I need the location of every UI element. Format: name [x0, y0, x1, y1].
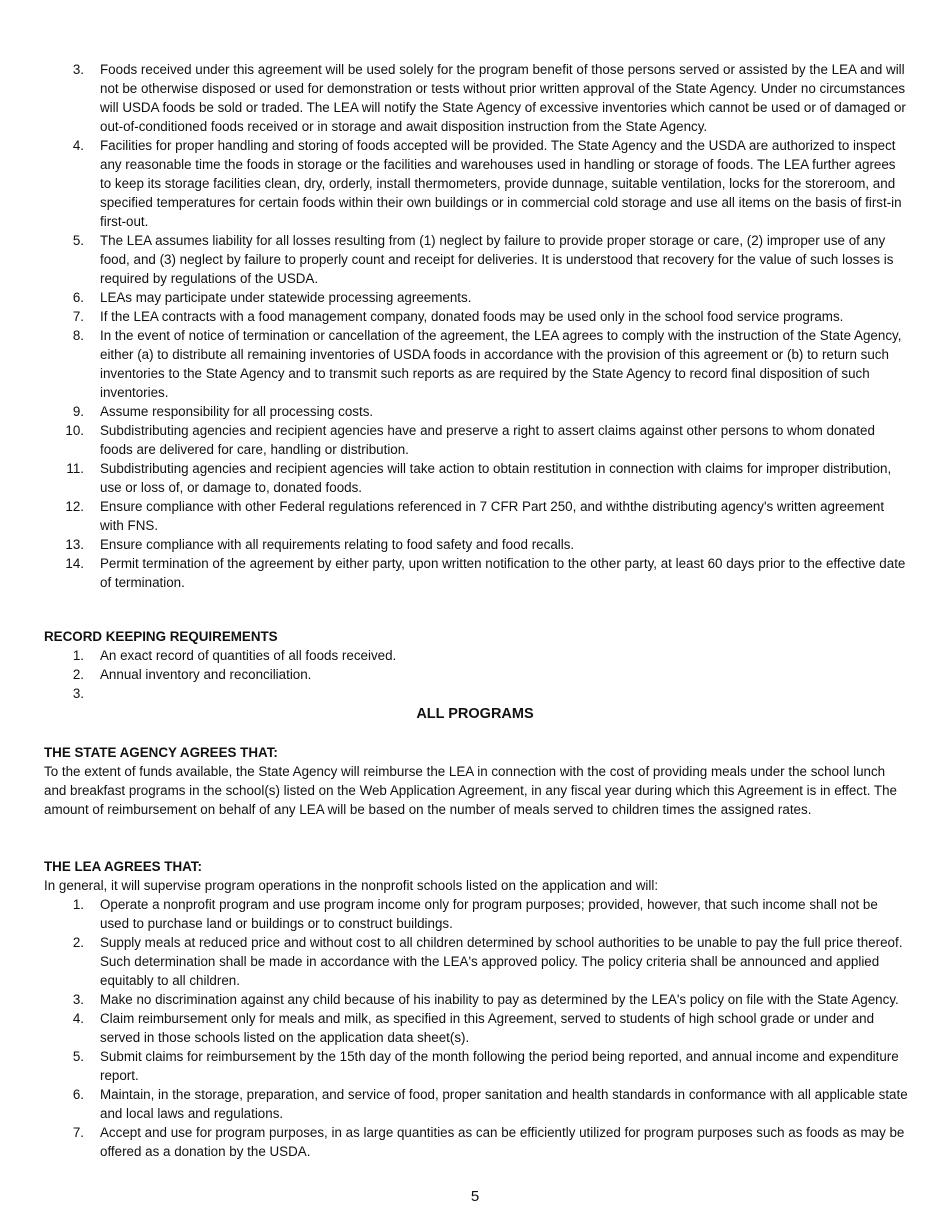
list-item-text: If the LEA contracts with a food management company, donated foods may be used only in the school food service programs. — [100, 309, 844, 324]
list-item: 11. Subdistributing agencies and recipient agencies will take action to obtain restitution in connection with claims for improper distribution, use or loss of, or damage to, donated foods. — [66, 461, 892, 495]
list-item: 5. Submit claims for reimbursement by the 15th day of the month following the period being reported, and annual income and expenditure report. — [72, 1049, 899, 1083]
list-item: 5. The LEA assumes liability for all losses resulting from (1) neglect by failure to provide proper storage or care, (2) improper use of any food, and (3) neglect by failure to properly count and receipt for deliveries. It is understood that recovery for the value of such losses is required by regulations of the USDA. — [72, 233, 894, 286]
list-item: 6. Maintain, in the storage, preparation, and service of food, proper sanitation and health standards in conformance with all applicable state and local laws and regulations. — [72, 1087, 908, 1121]
list-item: 1. An exact record of quantities of all foods received. — [72, 648, 397, 663]
list-item: 1. Operate a nonprofit program and use program income only for program purposes; provided, however, that such income shall not be used to purchase land or buildings or to construct buildings. — [72, 897, 878, 931]
list-item-text: Annual inventory and reconciliation. — [100, 667, 312, 682]
state-agency-paragraph: To the extent of funds available, the State Agency will reimburse the LEA in connection with the cost of providing meals under the school lunch and breakfast programs in the school(s) listed on the Web Application Agreement, in any fiscal year during which this Agreement is in effect. The amount of reimbursement on behalf of any LEA will be based on the number of meals served to children times the assigned rates. — [44, 764, 897, 817]
list-item-text: Maintain, in the storage, preparation, and service of food, proper sanitation and health standards in conformance with all applicable state and local laws and regulations. — [100, 1087, 908, 1121]
list-item: 2. Annual inventory and reconciliation. — [72, 667, 312, 682]
lea-section — [44, 857, 908, 1161]
list-item-text: Ensure compliance with other Federal regulations referenced in 7 CFR Part 250, and withthe distributing agency's written agreement with FNS. — [100, 499, 885, 533]
list-item: 13. Ensure compliance with all requirements relating to food safety and food recalls. — [65, 537, 575, 552]
list-item: 14. Permit termination of the agreement by either party, upon written notification to the other party, at least 60 days prior to the effective date of termination. — [65, 556, 906, 590]
list-item-text: Accept and use for program purposes, in as large quantities as can be efficiently utilized for program purposes such as foods as may be offered as a donation by the USDA. — [100, 1125, 905, 1159]
list-item-text: Make no discrimination against any child because of his inability to pay as determined by the LEA's policy on file with the State Agency. — [100, 992, 899, 1007]
list-item: 7. Accept and use for program purposes, in as large quantities as can be efficiently utilized for program purposes such as foods as may be offered as a donation by the USDA. — [72, 1125, 905, 1159]
list-item: 10. Subdistributing agencies and recipient agencies have and preserve a right to assert claims against other persons to whom donated foods are delivered for care, handling or distribution. — [65, 423, 875, 457]
list-item: 3. Make no discrimination against any child because of his inability to pay as determined by the LEA's policy on file with the State Agency. — [72, 992, 899, 1007]
list-item-text: Subdistributing agencies and recipient agencies have and preserve a right to assert claims against other persons to whom donated foods are delivered for care, handling or distribution. — [100, 423, 875, 457]
list-item-text: Permit termination of the agreement by either party, upon written notification to the other party, at least 60 days prior to the effective date of termination. — [100, 556, 906, 590]
list-item: 2. Supply meals at reduced price and without cost to all children determined by school authorities to be unable to pay the full price thereof. Such determination shall be made in accordance with the LEA's approved policy. The policy criteria shall be announced and applied equitably to all children. — [72, 935, 903, 988]
list-item-text: Ensure compliance with all requirements relating to food safety and food recalls. — [100, 537, 575, 552]
record-keeping-section — [44, 627, 908, 701]
list-item-text: Operate a nonprofit program and use program income only for program purposes; provided, however, that such income shall not be used to purchase land or buildings or to construct buildings. — [100, 897, 878, 931]
list-item-text: Subdistributing agencies and recipient agencies will take action to obtain restitution in connection with claims for improper distribution, use or loss of, or damage to, donated foods. — [100, 461, 892, 495]
lea-heading: THE LEA AGREES THAT: — [44, 859, 202, 874]
list-item-text: Supply meals at reduced price and without cost to all children determined by school authorities to be unable to pay the full price thereof. Such determination shall be made in accordance with the LEA's approved policy. The policy criteria shall be announced and applied equitably to all children. — [100, 935, 903, 988]
list-item-text: The LEA assumes liability for all losses resulting from (1) neglect by failure to provide proper storage or care, (2) improper use of any food, and (3) neglect by failure to properly count and receipt for deliveries. It is understood that recovery for the value of such losses is required by regulations of the USDA. — [100, 233, 894, 286]
lea-list — [44, 895, 908, 1161]
record-keeping-heading: RECORD KEEPING REQUIREMENTS — [44, 629, 278, 644]
list-item-text: LEAs may participate under statewide processing agreements. — [100, 290, 472, 305]
list-item: 4. Claim reimbursement only for meals and milk, as specified in this Agreement, served to students of high school grade or under and served in those schools listed on the application data sheet(s). — [72, 1011, 875, 1045]
lea-intro: In general, it will supervise program operations in the nonprofit schools listed on the application and will: — [44, 878, 659, 893]
list-item: 6. LEAs may participate under statewide processing agreements. — [72, 290, 472, 305]
list-item: 8. In the event of notice of termination or cancellation of the agreement, the LEA agrees to comply with the instruction of the State Agency, either (a) to distribute all remaining inventories of USDA foods in accordance with the provision of this agreement or (b) to return such inventories to the State Agency and to transmit such reports as are required by the State Agency to record final disposition of such inventories. — [72, 328, 902, 400]
list-item-text: Foods received under this agreement will be used solely for the program benefit of those persons served or assisted by the LEA and will not be otherwise disposed or used for demonstration or tests without prior written approval of the State Agency. Under no circumstances will USDA foods be sold or traded. The LEA will notify the State Agency of excessive inventories which cannot be used or of damaged or out-of-conditioned foods received or in storage and await disposition instruction from the State Agency. — [100, 62, 906, 134]
list-item-text: Claim reimbursement only for meals and milk, as specified in this Agreement, served to students of high school grade or under and served in those schools listed on the application data sheet(s). — [100, 1011, 875, 1045]
list-item: 3. Foods received under this agreement will be used solely for the program benefit of those persons served or assisted by the LEA and will not be otherwise disposed or used for demonstration or tests without prior written approval of the State Agency. Under no circumstances will USDA foods be sold or traded. The LEA will notify the State Agency of excessive inventories which cannot be used or of damaged or out-of-conditioned foods received or in storage and await disposition instruction from the State Agency. — [72, 62, 906, 134]
agreement-section — [44, 60, 908, 592]
page-number: 5 — [470, 1188, 480, 1205]
list-item: 4. Facilities for proper handling and storing of foods accepted will be provided. The State Agency and the USDA are authorized to inspect any reasonable time the foods in storage or the facilities and warehouses used in handling or storage of foods. The LEA further agrees to keep its storage facilities clean, dry, orderly, install thermometers, provide dunnage, suitable ventilation, locks for the storeroom, and specified temperatures for certain foods within their own buildings or in commercial cold storage and use all items on the basis of first-in first-out. — [72, 138, 902, 229]
state-agency-section — [44, 743, 908, 819]
agreement-list — [44, 60, 908, 592]
list-item: 12. Ensure compliance with other Federal regulations referenced in 7 CFR Part 250, and withthe distributing agency's written agreement with FNS. — [65, 499, 885, 533]
all-programs-title: ALL PROGRAMS — [416, 706, 534, 722]
list-item-text: Assume responsibility for all processing costs. — [100, 404, 374, 419]
list-item: 9. Assume responsibility for all processing costs. — [72, 404, 374, 419]
list-item-text: Submit claims for reimbursement by the 15th day of the month following the period being reported, and annual income and expenditure report. — [100, 1049, 899, 1083]
list-item-text: Facilities for proper handling and storing of foods accepted will be provided. The State Agency and the USDA are authorized to inspect any reasonable time the foods in storage or the facilities and warehouses used in handling or storage of foods. The LEA further agrees to keep its storage facilities clean, dry, orderly, install thermometers, provide dunnage, suitable ventilation, locks for the storeroom, and specified temperatures for certain foods within their own buildings or in commercial cold storage and use all items on the basis of first-in first-out. — [100, 138, 902, 229]
list-item-text: An exact record of quantities of all foods received. — [100, 648, 397, 663]
list-item: 7. If the LEA contracts with a food management company, donated foods may be used only in the school food service programs. — [72, 309, 844, 324]
list-item-text: In the event of notice of termination or cancellation of the agreement, the LEA agrees to comply with the instruction of the State Agency, either (a) to distribute all remaining inventories of USDA foods in accordance with the provision of this agreement or (b) to return such inventories to the State Agency and to transmit such reports as are required by the State Agency to record final disposition of such inventories. — [100, 328, 902, 400]
record-keeping-list: 1. An exact record of quantities of all foods received. 2. Annual inventory and reconciliation. 3. — [44, 646, 908, 684]
state-agency-heading: THE STATE AGENCY AGREES THAT: — [44, 745, 278, 760]
